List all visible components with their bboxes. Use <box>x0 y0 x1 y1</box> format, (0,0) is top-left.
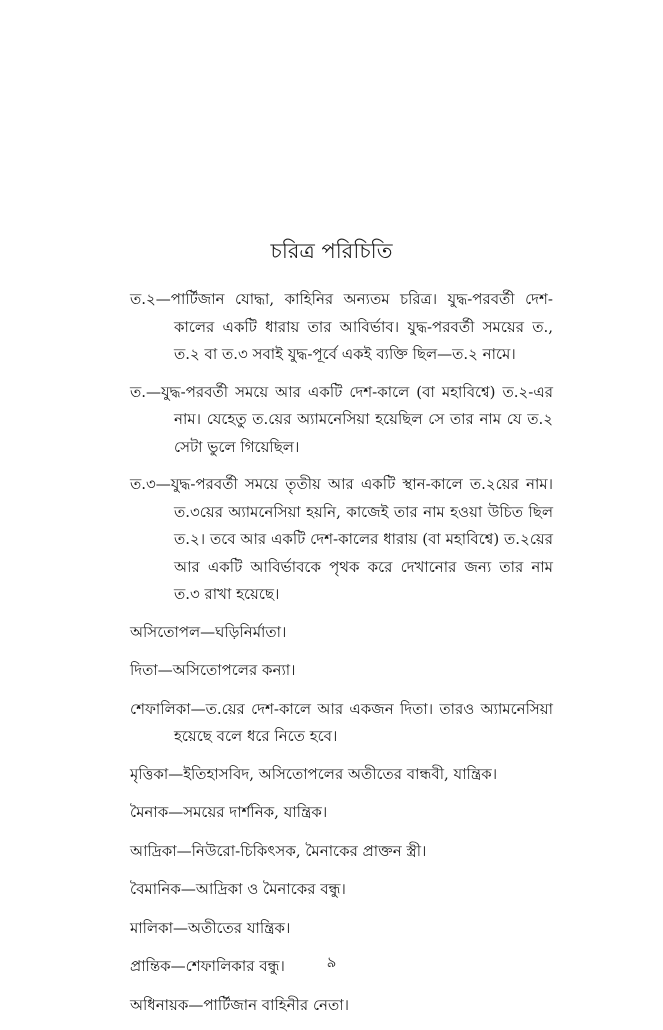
character-entry-mainak: মৈনাক—সময়ের দার্শনিক, যান্ত্রিক। <box>130 803 328 821</box>
character-entry-adrika: আদ্রিকা—নিউরো-চিকিৎসক, মৈনাকের প্রাক্তন স্ত্রী। <box>130 841 427 860</box>
page-title: চরিত্র পরিচিতি <box>270 239 393 263</box>
character-entry-t: ত.—যুদ্ধ-পরবর্তী সময়ে আর একটি দেশ-কালে (বা মহাবিশ্বে) ত.২-এর নাম। যেহেতু ত.য়ের অ্যামনেসিয়া হয়েছিল সে তার নাম যে ত.২ সেটা ভুলে গিয়েছিল। <box>130 382 553 456</box>
character-entry-malika: মালিকা—অতীতের যান্ত্রিক। <box>130 918 291 937</box>
character-entry-shefalika: শেফালিকা—ত.য়ের দেশ-কালে আর একজন দিতা। তারও অ্যামনেসিয়া হয়েছে বলে ধরে নিতে হবে। <box>130 699 553 745</box>
character-entry-dita: দিতা—অসিতোপলের কন্যা। <box>130 661 296 679</box>
character-entry-boimanik: বৈমানিক—আদ্রিকা ও মৈনাকের বন্ধু। <box>130 880 346 898</box>
character-entry-mrittika: মৃত্তিকা—ইতিহাসবিদ, অসিতোপলের অতীতের বান্ধবী, যান্ত্রিক। <box>130 764 498 783</box>
character-entry-adhinayak: অধিনায়ক—পার্টিজান বাহিনীর নেতা। <box>130 995 349 1014</box>
character-entry-t3: ত.৩—যুদ্ধ-পরবর্তী সময়ে তৃতীয় আর একটি স্থান-কালে ত.২য়ের নাম। ত.৩য়ের অ্যামনেসিয়া হয়নি, কাজেই তার নাম হওয়া উচিত ছিল ত.২। তবে আর একটি দেশ-কালের ধারায় (বা মহাবিশ্বে) ত.২য়ের আর একটি আবির্ভাবকে পৃথক করে দেখানোর জন্য তার নাম ত.৩ রাখা হয়েছে। <box>130 475 553 603</box>
character-list <box>130 286 553 1030</box>
character-entry-t2: ত.২—পার্টিজান যোদ্ধা, কাহিনির অন্যতম চরিত্র। যুদ্ধ-পরবর্তী দেশ-কালের একটি ধারায় তার আবির্ভাব। যুদ্ধ-পরবর্তী সময়ের ত., ত.২ বা ত.৩ সবাই যুদ্ধ-পূর্বে একই ব্যক্তি ছিল—ত.২ নামে। <box>130 290 553 363</box>
character-entry-prantik: প্রান্তিক—শেফালিকার বন্ধু। <box>130 957 285 975</box>
page-number: ৯ <box>326 953 337 971</box>
character-entry-asitopal: অসিতোপল—ঘড়িনির্মাতা। <box>130 622 287 641</box>
